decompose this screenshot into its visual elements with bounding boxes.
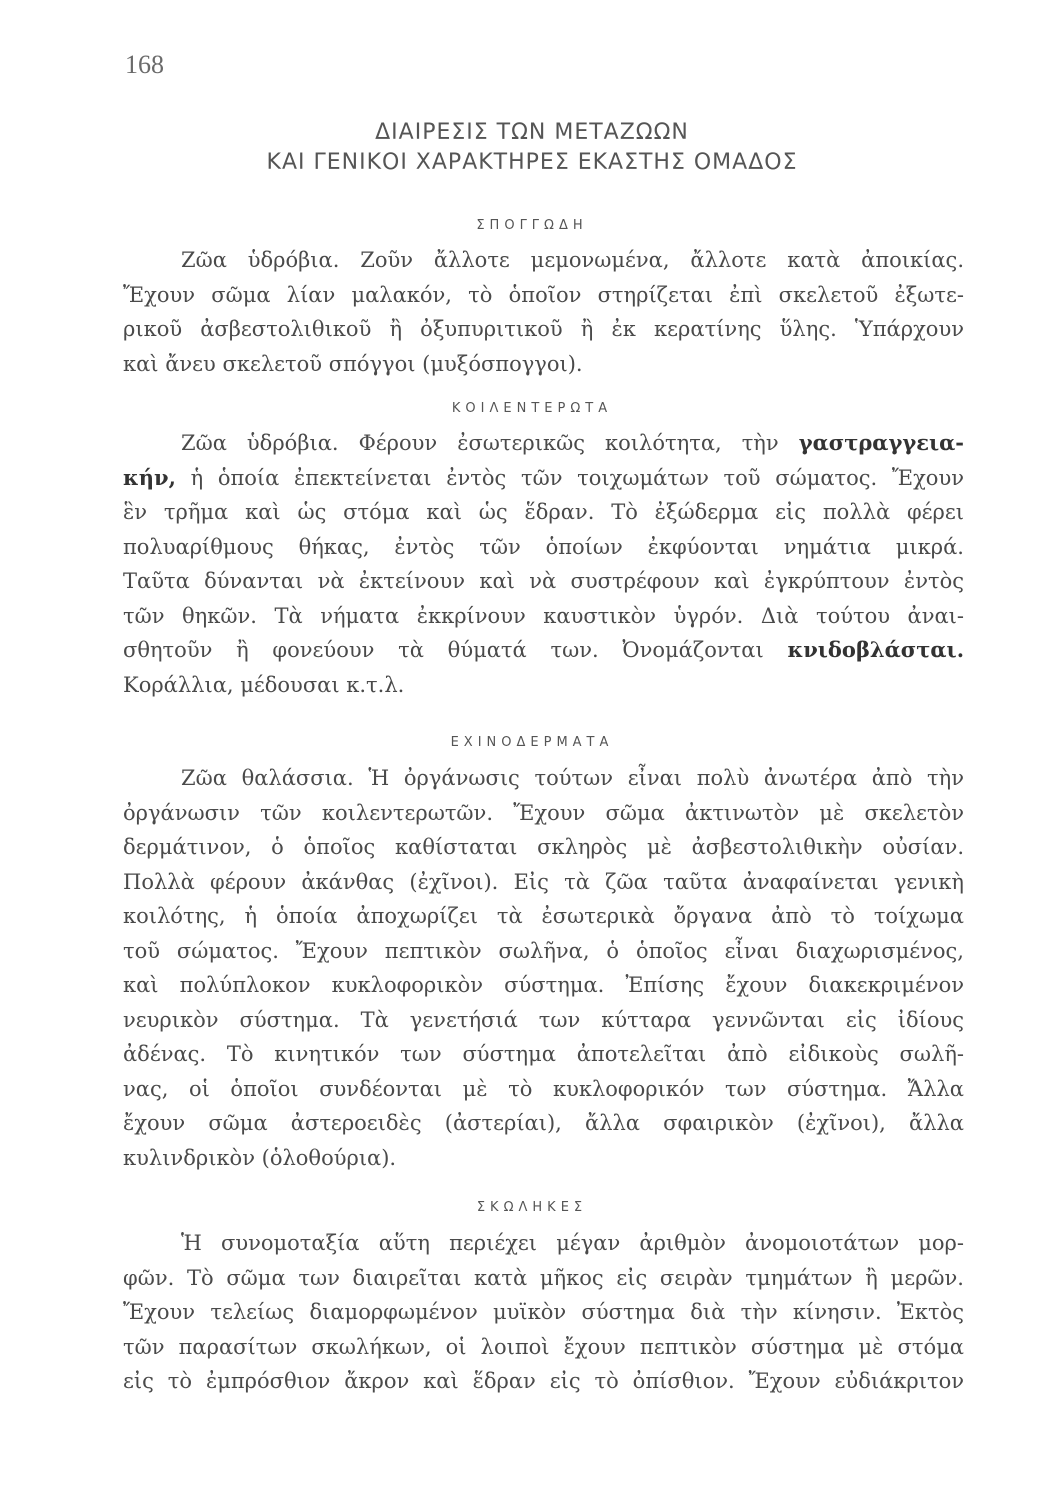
text-line: τοῦ σώματος. Ἔχουν πεπτικὸν σωλῆνα, ὁ ὁποῖος εἶναι διαχωρισμένος, [123,938,964,963]
paragraph-koilenterota [123,426,964,702]
section-heading-echinodermata: ΕΧΙΝΟΔΕΡΜΑΤΑ [450,735,614,750]
page-number: 168 [125,50,164,79]
keyword-gastraggeiaki: γαστραγγεια- [798,430,964,455]
section-heading-spongodi: ΣΠΟΓΓΩΔΗ [476,218,588,233]
chapter-title [0,118,1064,178]
text-line: Ζῶα θαλάσσια. Ἡ ὀργάνωσις τούτων εἶναι πολὺ ἀνωτέρα ἀπὸ τὴν [181,766,964,790]
text-line: τῶν παρασίτων σκωλήκων, οἱ λοιποὶ ἔχουν πεπτικὸν σύστημα μὲ στόμα [123,1334,964,1359]
text-segment: ἡ ὁποία ἐπεκτείνεται ἐντὸς τῶν τοιχωμάτων τοῦ σώματος. Ἔχουν [190,465,964,490]
text-line: Ἡ συνομοταξία αὕτη περιέχει μέγαν ἀριθμὸν ἀνομοιοτάτων μορ- [181,1231,964,1255]
text-line: νευρικὸν σύστημα. Τὰ γενετήσιά των κύτταρα γεννῶνται εἰς ἰδίους [123,1007,964,1032]
text-line: νας, οἱ ὁποῖοι συνδέονται μὲ τὸ κυκλοφορικόν των σύστημα. Ἄλλα [123,1076,964,1101]
text-line [123,426,964,461]
text-line: Ζῶα ὑδρόβια. Ζοῦν ἄλλοτε μεμονωμένα, ἄλλοτε κατὰ ἀποικίας. [181,248,964,272]
paragraph-echinodermata [123,761,964,1175]
text-line: πολυαρίθμους θήκας, ἐντὸς τῶν ὁποίων ἐκφύονται νημάτια μικρά. [123,534,964,559]
text-line: Κοράλλια, μέδουσαι κ.τ.λ. [123,672,405,697]
text-line: ἔχουν σῶμα ἀστεροειδὲς (ἀστερίαι), ἄλλα σφαιρικὸν (ἐχῖνοι), ἄλλα [123,1111,964,1135]
paragraph-skolikes [123,1226,964,1399]
section-heading-koilenterota: ΚΟΙΛΕΝΤΕΡΩΤΑ [451,401,613,416]
text-line [123,633,964,668]
chapter-title-line-1: ΔΙΑΙΡΕΣΙΣ ΤΩΝ ΜΕΤΑΖΩΩΝ [375,120,689,145]
text-line: εἰς τὸ ἐμπρόσθιον ἄκρον καὶ ἕδραν εἰς τὸ ὀπίσθιον. Ἔχουν εὐδιάκριτον [123,1369,964,1393]
keyword-knidoblastai: κνιδοβλάσται. [787,637,965,662]
text-line: καὶ πολύπλοκον κυκλοφορικὸν σύστημα. Ἐπίσης ἔχουν διακεκριμένον [123,973,964,997]
text-line: ἀδένας. Τὸ κινητικόν των σύστημα ἀποτελεῖται ἀπὸ εἰδικοὺς σωλῆ- [123,1042,964,1066]
text-segment: Ζῶα ὑδρόβια. Φέρουν ἐσωτερικῶς κοιλότητα, τὴν [181,431,779,455]
text-line: φῶν. Τὸ σῶμα των διαιρεῖται κατὰ μῆκος εἰς σειρὰν τμημάτων ἢ μερῶν. [123,1265,964,1290]
text-line: Πολλὰ φέρουν ἀκάνθας (ἐχῖνοι). Εἰς τὰ ζῶα ταῦτα ἀναφαίνεται γενικὴ [123,869,964,894]
text-line: κοιλότης, ἡ ὁποία ἀποχωρίζει τὰ ἐσωτερικὰ ὄργανα ἀπὸ τὸ τοίχωμα [123,904,964,928]
text-line: ὀργάνωσιν τῶν κοιλεντερωτῶν. Ἔχουν σῶμα ἀκτινωτὸν μὲ σκελετὸν [123,800,964,825]
text-line: ἓν τρῆμα καὶ ὡς στόμα καὶ ὡς ἕδραν. Τὸ ἐξώδερμα εἰς πολλὰ φέρει [123,500,964,524]
text-line: Ἔχουν τελείως διαμορφωμένον μυϊκὸν σύστημα διὰ τὴν κίνησιν. Ἐκτὸς [123,1300,964,1324]
text-line: δερμάτινον, ὁ ὁποῖος καθίσταται σκληρὸς μὲ ἀσβεστολιθικὴν οὐσίαν. [123,835,964,859]
text-line: Ἔχουν σῶμα λίαν μαλακόν, τὸ ὁποῖον στηρίζεται ἐπὶ σκελετοῦ ἐξωτε- [123,282,964,307]
keyword-gastraggeiaki-end: κήν, [123,464,176,490]
paragraph-spongodi [123,243,964,381]
text-line: κυλινδρικὸν (ὁλοθούρια). [123,1145,397,1170]
text-line: Ταῦτα δύνανται νὰ ἐκτείνουν καὶ νὰ συστρέφουν καὶ ἐγκρύπτουν ἐντὸς [123,569,964,593]
section-heading-skolikes: ΣΚΩΛΗΚΕΣ [476,1200,588,1215]
text-line: καὶ ἄνευ σκελετοῦ σπόγγοι (μυξόσπογγοι). [123,351,583,376]
text-line: ρικοῦ ἀσβεστολιθικοῦ ἢ ὀξυπυριτικοῦ ἢ ἐκ κερατίνης ὕλης. Ὑπάρχουν [123,317,964,341]
text-line: τῶν θηκῶν. Τὰ νήματα ἐκκρίνουν καυστικὸν ὑγρόν. Διὰ τούτου ἀναι- [123,603,964,628]
text-segment: σθητοῦν ἢ φονεύουν τὰ θύματά των. Ὀνομάζονται [123,638,764,662]
chapter-title-line-2: ΚΑΙ ΓΕΝΙΚΟΙ ΧΑΡΑΚΤΗΡΕΣ ΕΚΑΣΤΗΣ ΟΜΑΔΟΣ [266,150,798,175]
text-line [123,461,964,496]
